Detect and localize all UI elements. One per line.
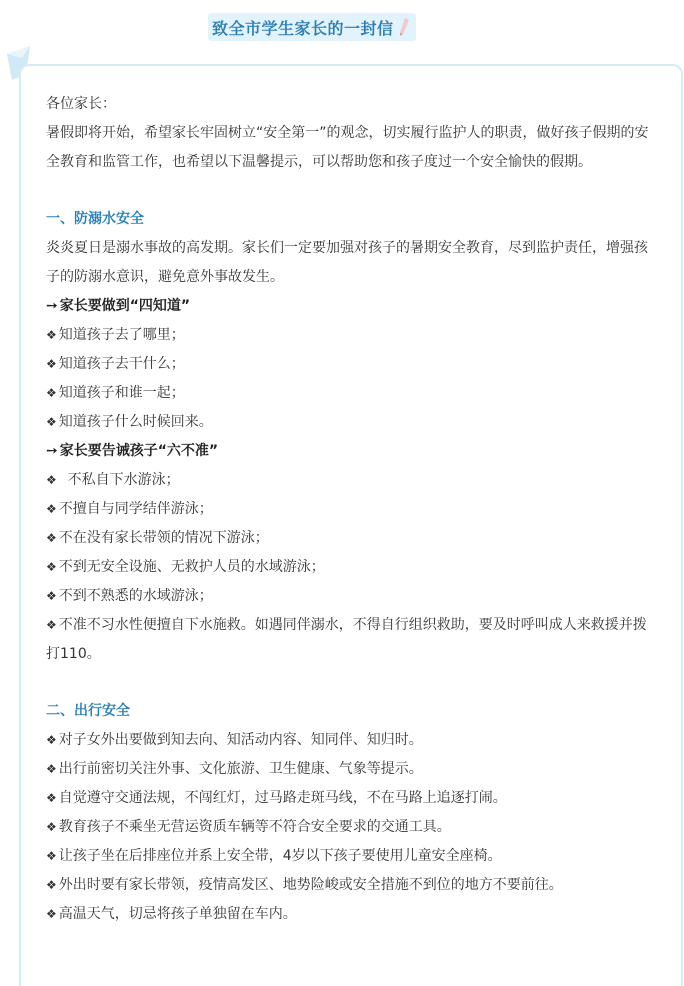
bullet-icon: ❖ [46,589,57,603]
section-heading-drowning: 一、防溺水安全 [46,211,144,227]
list-item: ❖ 教育孩子不乘坐无营运资质车辆等不符合安全要求的交通工具。 [46,819,451,835]
sub-heading-text: 家长要做到“四知道” [59,298,191,314]
section-heading-travel: 二、出行安全 [46,703,130,719]
bullet-icon: ❖ [46,907,57,921]
title-banner [212,10,410,44]
bullet-icon: ❖ [46,473,57,487]
header [0,0,684,60]
list-item: ❖ 出行前密切关注外事、文化旅游、卫生健康、气象等提示。 [46,761,423,777]
list-item: ❖ 外出时要有家长带领，疫情高发区、地势险峻或安全措施不到位的地方不要前往。 [46,877,563,893]
sub-heading-text: 家长要告诫孩子“六不准” [59,443,219,459]
list-item: ❖ 不私自下水游泳； [46,472,180,488]
list-item: ❖ 不到无安全设施、无救护人员的水域游泳； [46,559,325,575]
bullet-icon: ❖ [46,357,57,371]
bullet-icon: ❖ [46,328,57,342]
list-item: ❖ 自觉遵守交通法规，不闯红灯，过马路走斑马线，不在马路上追逐打闹。 [46,790,507,806]
bullet-icon: ❖ [46,878,57,892]
bullet-icon: ❖ [46,386,57,400]
bullet-icon: ❖ [46,618,57,632]
list-item: ❖ 高温天气，切忌将孩子单独留在车内。 [46,906,297,922]
bullet-icon: ❖ [46,762,57,776]
bullet-icon: ❖ [46,791,57,805]
list-item: ❖ 知道孩子去了哪里； [46,327,185,343]
sub-heading-six-nots [46,437,658,466]
arrow-icon: ➙ [46,298,58,314]
bullet-icon: ❖ [46,531,57,545]
list-item: ❖ 不准不习水性便擅自下水施救。如遇同伴溺水，不得自行组织救助，要及时呼叫成人来救援并拨打110。 [46,617,647,662]
list-item: ❖ 让孩子坐在后排座位并系上安全带，4岁以下孩子要使用儿童安全座椅。 [46,848,502,864]
list-item: ❖ 对子女外出要做到知去向、知活动内容、知同伴、知归时。 [46,732,423,748]
list-item: ❖ 知道孩子什么时候回来。 [46,414,213,430]
pencil-icon [398,18,410,36]
list-item: ❖ 不到不熟悉的水域游泳； [46,588,213,604]
list-item: ❖ 知道孩子去干什么； [46,356,185,372]
arrow-icon: ➙ [46,443,58,459]
letter-content [46,90,658,929]
greeting: 各位家长： [46,96,116,112]
list-item: ❖ 不在没有家长带领的情况下游泳； [46,530,269,546]
list-item: ❖ 知道孩子和谁一起； [46,385,185,401]
list-item: ❖ 不擅自与同学结伴游泳； [46,501,213,517]
bullet-icon: ❖ [46,415,57,429]
sub-heading-four-knows [46,292,658,321]
page-title: 致全市学生家长的一封信 [212,18,394,38]
bullet-icon: ❖ [46,849,57,863]
intro-paragraph: 暑假即将开始，希望家长牢固树立“安全第一”的观念，切实履行监护人的职责，做好孩子假期的安全教育和监管工作，也希望以下温馨提示，可以帮助您和孩子度过一个安全愉快的假期。 [46,125,649,170]
bullet-icon: ❖ [46,560,57,574]
drowning-paragraph: 炎炎夏日是溺水事故的高发期。家长们一定要加强对孩子的暑期安全教育，尽到监护责任，增强孩子的防溺水意识，避免意外事故发生。 [46,240,648,285]
bullet-icon: ❖ [46,820,57,834]
bullet-icon: ❖ [46,733,57,747]
bullet-icon: ❖ [46,502,57,516]
